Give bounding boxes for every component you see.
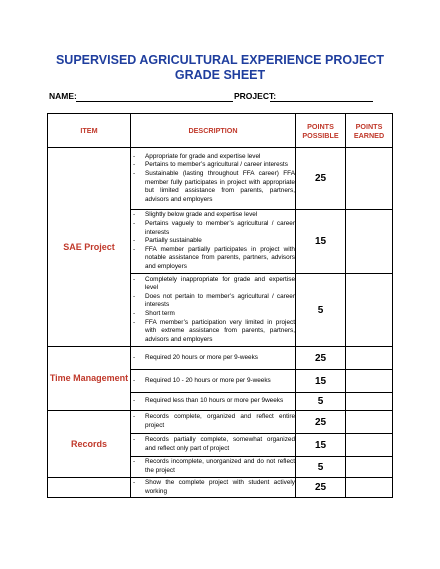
points-earned-input[interactable] [346,393,393,411]
header-points-earned-label: POINTS EARNED [353,121,385,140]
item-label: Records [70,438,107,449]
description-line: - Required 10 - 20 hours or more per 9-weeks [131,377,295,386]
points-earned-input[interactable] [346,210,393,274]
description-line: - Records complete, organized and reflect entire project [131,413,295,430]
description-line: - Required 20 hours or more per 9-weeks [131,354,295,363]
description-line: - Appropriate for grade and expertise level [131,153,295,162]
item-cell [48,148,131,347]
points-possible-cell: 25 [296,347,346,370]
project-field[interactable] [270,101,373,102]
description-cell [131,274,296,347]
name-label: NAME: [49,91,77,101]
header-item: ITEM [48,114,131,148]
description-line: - Partially sustainable [131,237,295,246]
points-possible-cell: 5 [296,274,346,347]
description-line: - FFA member’s participation very limited in project with extreme assistance from parents, partners, advisors and employers [131,319,295,345]
points-earned-input[interactable] [346,370,393,393]
header-description: DESCRIPTION [131,114,296,148]
table-row [48,411,393,434]
points-possible-cell: 25 [296,148,346,210]
item-cell [48,347,131,411]
description-line: - Show the complete project with student actively working [131,479,295,496]
description-cell [131,457,296,478]
table-row [48,347,393,370]
page-title: SUPERVISED AGRICULTURAL EXPERIENCE PROJECT [55,53,385,67]
points-possible-cell: 15 [296,434,346,457]
item-cell [48,411,131,478]
description-line: - Pertains vaguely to member’s agricultural / career interests [131,220,295,237]
description-cell [131,370,296,393]
points-possible-cell: 15 [296,210,346,274]
description-line: - Does not pertain to member’s agricultural / career interests [131,293,295,310]
name-field[interactable] [76,101,233,102]
description-line: - Completely inappropriate for grade and expertise level [131,276,295,293]
grade-table-body [48,148,393,498]
table-row [48,478,393,498]
header-points-possible-label: POINTS POSSIBLE [302,121,339,140]
table-row [48,148,393,210]
description-line: - FFA member partially participates in project with notable assistance from parents, partners, advisors and employers [131,246,295,272]
item-label: SAE Project [63,241,115,252]
description-cell [131,210,296,274]
header-points-earned [346,114,393,148]
points-possible-cell: 15 [296,370,346,393]
description-line: - Pertains to member’s agricultural / career interests [131,161,295,170]
description-cell [131,393,296,411]
grade-table [47,113,393,498]
points-possible-cell: 5 [296,457,346,478]
header-points-possible [296,114,346,148]
points-possible-cell: 25 [296,411,346,434]
description-line: - Records incomplete, unorganized and do not reflect the project [131,458,295,475]
points-earned-input[interactable] [346,411,393,434]
description-cell [131,347,296,370]
project-label: PROJECT: [234,91,277,101]
description-line: - Records partially complete, somewhat organized and reflect only part of project [131,436,295,453]
description-line: - Sustainable (lasting throughout FFA career) FFA member fully participates in project with appropriate but limited assistance from parents, partners, advisors and employers [131,170,295,204]
description-cell [131,148,296,210]
points-possible-cell: 25 [296,478,346,498]
points-possible-cell: 5 [296,393,346,411]
description-line: - Required less than 10 hours or more per 9weeks [131,397,295,406]
item-cell [48,478,131,498]
points-earned-input[interactable] [346,148,393,210]
description-line: - Slightly below grade and expertise level [131,211,295,220]
description-cell [131,434,296,457]
points-earned-input[interactable] [346,434,393,457]
description-line: - Short term [131,310,295,319]
item-label: Time Management [49,373,129,383]
description-cell [131,411,296,434]
points-earned-input[interactable] [346,478,393,498]
points-earned-input[interactable] [346,274,393,347]
points-earned-input[interactable] [346,347,393,370]
points-earned-input[interactable] [346,457,393,478]
page-subtitle: GRADE SHEET [174,68,266,82]
description-cell [131,478,296,498]
